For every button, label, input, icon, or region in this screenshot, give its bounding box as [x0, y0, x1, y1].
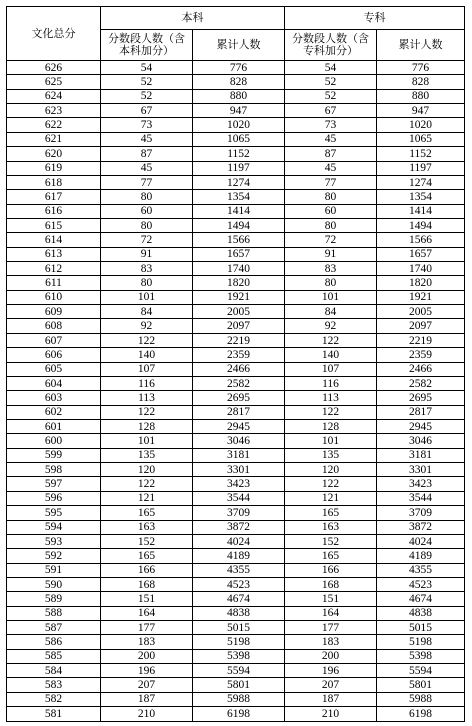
- undergrad-segment-cell: 80: [101, 218, 193, 232]
- undergrad-segment-cell: 92: [101, 319, 193, 333]
- college-cumulative-cell: 3046: [377, 434, 465, 448]
- header-row-top: [7, 7, 465, 30]
- college-segment-cell: 80: [285, 190, 377, 204]
- header-undergrad-segment: 分数段人数（含本科加分）: [101, 30, 193, 61]
- college-segment-cell: 135: [285, 448, 377, 462]
- undergrad-cumulative-cell: 1020: [193, 118, 285, 132]
- table-row: [7, 391, 465, 405]
- undergrad-cumulative-cell: 1921: [193, 290, 285, 304]
- undergrad-segment-cell: 73: [101, 118, 193, 132]
- table-row: [7, 190, 465, 204]
- undergrad-segment-cell: 113: [101, 391, 193, 405]
- undergrad-segment-cell: 120: [101, 463, 193, 477]
- table-row: [7, 218, 465, 232]
- table-row: [7, 376, 465, 390]
- undergrad-cumulative-cell: 3046: [193, 434, 285, 448]
- table-row: [7, 549, 465, 563]
- college-segment-cell: 187: [285, 692, 377, 706]
- college-segment-cell: 107: [285, 362, 377, 376]
- undergrad-segment-cell: 52: [101, 89, 193, 103]
- score-cell: 611: [7, 276, 101, 290]
- score-cell: 607: [7, 333, 101, 347]
- undergrad-segment-cell: 84: [101, 305, 193, 319]
- table-row: [7, 491, 465, 505]
- table-row: [7, 104, 465, 118]
- score-cell: 591: [7, 563, 101, 577]
- college-cumulative-cell: 3872: [377, 520, 465, 534]
- college-segment-cell: 207: [285, 678, 377, 692]
- score-cell: 605: [7, 362, 101, 376]
- college-cumulative-cell: 1921: [377, 290, 465, 304]
- college-cumulative-cell: 2359: [377, 348, 465, 362]
- college-segment-cell: 116: [285, 376, 377, 390]
- table-row: [7, 434, 465, 448]
- table-row: [7, 132, 465, 146]
- college-segment-cell: 45: [285, 161, 377, 175]
- college-segment-cell: 92: [285, 319, 377, 333]
- undergrad-cumulative-cell: 4674: [193, 592, 285, 606]
- score-cell: 625: [7, 75, 101, 89]
- undergrad-cumulative-cell: 5198: [193, 635, 285, 649]
- score-cell: 617: [7, 190, 101, 204]
- undergrad-segment-cell: 121: [101, 491, 193, 505]
- header-score: 文化总分: [7, 7, 101, 61]
- college-segment-cell: 101: [285, 290, 377, 304]
- undergrad-cumulative-cell: 5988: [193, 692, 285, 706]
- college-cumulative-cell: 3181: [377, 448, 465, 462]
- college-cumulative-cell: 947: [377, 104, 465, 118]
- undergrad-cumulative-cell: 4189: [193, 549, 285, 563]
- undergrad-segment-cell: 67: [101, 104, 193, 118]
- undergrad-cumulative-cell: 2817: [193, 405, 285, 419]
- table-row: [7, 419, 465, 433]
- college-segment-cell: 122: [285, 333, 377, 347]
- college-cumulative-cell: 5198: [377, 635, 465, 649]
- undergrad-segment-cell: 80: [101, 276, 193, 290]
- table-row: [7, 448, 465, 462]
- table-row: [7, 520, 465, 534]
- undergrad-cumulative-cell: 1566: [193, 233, 285, 247]
- undergrad-segment-cell: 45: [101, 161, 193, 175]
- undergrad-cumulative-cell: 2005: [193, 305, 285, 319]
- undergrad-cumulative-cell: 5801: [193, 678, 285, 692]
- college-segment-cell: 113: [285, 391, 377, 405]
- score-cell: 592: [7, 549, 101, 563]
- college-segment-cell: 128: [285, 419, 377, 433]
- score-cell: 599: [7, 448, 101, 462]
- undergrad-segment-cell: 80: [101, 190, 193, 204]
- score-cell: 612: [7, 262, 101, 276]
- college-cumulative-cell: 4355: [377, 563, 465, 577]
- undergrad-segment-cell: 60: [101, 204, 193, 218]
- score-cell: 598: [7, 463, 101, 477]
- score-cell: 603: [7, 391, 101, 405]
- undergrad-segment-cell: 72: [101, 233, 193, 247]
- college-cumulative-cell: 6198: [377, 707, 465, 721]
- college-segment-cell: 183: [285, 635, 377, 649]
- table-row: [7, 577, 465, 591]
- college-segment-cell: 45: [285, 132, 377, 146]
- college-cumulative-cell: 4674: [377, 592, 465, 606]
- college-segment-cell: 72: [285, 233, 377, 247]
- table-row: [7, 563, 465, 577]
- college-cumulative-cell: 2219: [377, 333, 465, 347]
- table-row: [7, 362, 465, 376]
- table-row: [7, 247, 465, 261]
- score-cell: 594: [7, 520, 101, 534]
- undergrad-segment-cell: 101: [101, 290, 193, 304]
- score-cell: 583: [7, 678, 101, 692]
- undergrad-cumulative-cell: 3544: [193, 491, 285, 505]
- college-cumulative-cell: 1657: [377, 247, 465, 261]
- college-cumulative-cell: 4189: [377, 549, 465, 563]
- college-segment-cell: 164: [285, 606, 377, 620]
- score-cell: 622: [7, 118, 101, 132]
- score-cell: 602: [7, 405, 101, 419]
- college-segment-cell: 168: [285, 577, 377, 591]
- undergrad-cumulative-cell: 1274: [193, 175, 285, 189]
- college-segment-cell: 52: [285, 89, 377, 103]
- college-cumulative-cell: 880: [377, 89, 465, 103]
- undergrad-cumulative-cell: 5015: [193, 621, 285, 635]
- college-cumulative-cell: 2945: [377, 419, 465, 433]
- undergrad-segment-cell: 122: [101, 477, 193, 491]
- undergrad-cumulative-cell: 1152: [193, 147, 285, 161]
- score-cell: 582: [7, 692, 101, 706]
- undergrad-cumulative-cell: 1354: [193, 190, 285, 204]
- college-cumulative-cell: 2005: [377, 305, 465, 319]
- college-segment-cell: 87: [285, 147, 377, 161]
- header-college-segment: 分数段人数（含专科加分）: [285, 30, 377, 61]
- college-segment-cell: 60: [285, 204, 377, 218]
- table-row: [7, 463, 465, 477]
- college-cumulative-cell: 3709: [377, 506, 465, 520]
- score-cell: 590: [7, 577, 101, 591]
- undergrad-cumulative-cell: 1197: [193, 161, 285, 175]
- header-college-cumulative: 累计人数: [377, 30, 465, 61]
- undergrad-segment-cell: 207: [101, 678, 193, 692]
- score-cell: 596: [7, 491, 101, 505]
- undergrad-cumulative-cell: 1065: [193, 132, 285, 146]
- college-segment-cell: 140: [285, 348, 377, 362]
- table-row: [7, 319, 465, 333]
- score-distribution-table: [6, 6, 465, 722]
- college-cumulative-cell: 1820: [377, 276, 465, 290]
- undergrad-cumulative-cell: 3709: [193, 506, 285, 520]
- college-cumulative-cell: 1354: [377, 190, 465, 204]
- score-cell: 613: [7, 247, 101, 261]
- college-segment-cell: 80: [285, 276, 377, 290]
- table-row: [7, 649, 465, 663]
- undergrad-segment-cell: 128: [101, 419, 193, 433]
- undergrad-segment-cell: 107: [101, 362, 193, 376]
- undergrad-segment-cell: 152: [101, 534, 193, 548]
- score-cell: 595: [7, 506, 101, 520]
- college-cumulative-cell: 1494: [377, 218, 465, 232]
- college-segment-cell: 196: [285, 664, 377, 678]
- undergrad-cumulative-cell: 1414: [193, 204, 285, 218]
- undergrad-cumulative-cell: 3423: [193, 477, 285, 491]
- college-cumulative-cell: 2695: [377, 391, 465, 405]
- undergrad-segment-cell: 166: [101, 563, 193, 577]
- college-cumulative-cell: 1566: [377, 233, 465, 247]
- undergrad-segment-cell: 140: [101, 348, 193, 362]
- college-cumulative-cell: 2817: [377, 405, 465, 419]
- undergrad-segment-cell: 168: [101, 577, 193, 591]
- undergrad-segment-cell: 177: [101, 621, 193, 635]
- undergrad-segment-cell: 122: [101, 405, 193, 419]
- table-row: [7, 75, 465, 89]
- score-cell: 581: [7, 707, 101, 721]
- college-segment-cell: 210: [285, 707, 377, 721]
- table-row: [7, 477, 465, 491]
- college-cumulative-cell: 1020: [377, 118, 465, 132]
- college-cumulative-cell: 5015: [377, 621, 465, 635]
- undergrad-cumulative-cell: 776: [193, 61, 285, 75]
- score-cell: 618: [7, 175, 101, 189]
- score-cell: 614: [7, 233, 101, 247]
- score-cell: 587: [7, 621, 101, 635]
- undergrad-cumulative-cell: 2219: [193, 333, 285, 347]
- college-segment-cell: 54: [285, 61, 377, 75]
- college-cumulative-cell: 5988: [377, 692, 465, 706]
- undergrad-cumulative-cell: 1657: [193, 247, 285, 261]
- college-segment-cell: 200: [285, 649, 377, 663]
- undergrad-segment-cell: 183: [101, 635, 193, 649]
- undergrad-segment-cell: 135: [101, 448, 193, 462]
- table-row: [7, 606, 465, 620]
- undergrad-segment-cell: 101: [101, 434, 193, 448]
- table-row: [7, 233, 465, 247]
- college-segment-cell: 165: [285, 506, 377, 520]
- score-cell: 623: [7, 104, 101, 118]
- undergrad-cumulative-cell: 4523: [193, 577, 285, 591]
- table-row: [7, 333, 465, 347]
- score-cell: 588: [7, 606, 101, 620]
- undergrad-segment-cell: 187: [101, 692, 193, 706]
- college-cumulative-cell: 2466: [377, 362, 465, 376]
- college-cumulative-cell: 1152: [377, 147, 465, 161]
- table-row: [7, 290, 465, 304]
- undergrad-segment-cell: 116: [101, 376, 193, 390]
- undergrad-cumulative-cell: 6198: [193, 707, 285, 721]
- table-row: [7, 635, 465, 649]
- header-undergrad: 本科: [101, 7, 285, 30]
- table-row: [7, 276, 465, 290]
- table-row: [7, 147, 465, 161]
- undergrad-cumulative-cell: 2359: [193, 348, 285, 362]
- undergrad-segment-cell: 151: [101, 592, 193, 606]
- college-cumulative-cell: 5398: [377, 649, 465, 663]
- table-row: [7, 534, 465, 548]
- undergrad-cumulative-cell: 1820: [193, 276, 285, 290]
- table-row: [7, 506, 465, 520]
- undergrad-cumulative-cell: 4355: [193, 563, 285, 577]
- undergrad-segment-cell: 165: [101, 506, 193, 520]
- table-row: [7, 204, 465, 218]
- table-row: [7, 692, 465, 706]
- table-row: [7, 262, 465, 276]
- undergrad-cumulative-cell: 3872: [193, 520, 285, 534]
- college-segment-cell: 122: [285, 477, 377, 491]
- undergrad-cumulative-cell: 5594: [193, 664, 285, 678]
- table-row: [7, 89, 465, 103]
- college-cumulative-cell: 4024: [377, 534, 465, 548]
- college-cumulative-cell: 1274: [377, 175, 465, 189]
- college-segment-cell: 84: [285, 305, 377, 319]
- college-cumulative-cell: 3301: [377, 463, 465, 477]
- undergrad-cumulative-cell: 2695: [193, 391, 285, 405]
- college-cumulative-cell: 828: [377, 75, 465, 89]
- undergrad-segment-cell: 196: [101, 664, 193, 678]
- college-segment-cell: 122: [285, 405, 377, 419]
- table-row: [7, 61, 465, 75]
- college-segment-cell: 101: [285, 434, 377, 448]
- table-header: [7, 7, 465, 61]
- undergrad-segment-cell: 122: [101, 333, 193, 347]
- college-cumulative-cell: 2582: [377, 376, 465, 390]
- table-row: [7, 175, 465, 189]
- score-cell: 601: [7, 419, 101, 433]
- undergrad-segment-cell: 163: [101, 520, 193, 534]
- undergrad-cumulative-cell: 3181: [193, 448, 285, 462]
- score-cell: 584: [7, 664, 101, 678]
- score-cell: 616: [7, 204, 101, 218]
- undergrad-cumulative-cell: 4838: [193, 606, 285, 620]
- table-row: [7, 348, 465, 362]
- table-row: [7, 305, 465, 319]
- college-segment-cell: 121: [285, 491, 377, 505]
- undergrad-segment-cell: 83: [101, 262, 193, 276]
- college-cumulative-cell: 1414: [377, 204, 465, 218]
- score-cell: 606: [7, 348, 101, 362]
- score-cell: 620: [7, 147, 101, 161]
- undergrad-cumulative-cell: 1494: [193, 218, 285, 232]
- undergrad-cumulative-cell: 2097: [193, 319, 285, 333]
- college-segment-cell: 73: [285, 118, 377, 132]
- college-cumulative-cell: 3423: [377, 477, 465, 491]
- undergrad-segment-cell: 45: [101, 132, 193, 146]
- college-segment-cell: 151: [285, 592, 377, 606]
- table-row: [7, 621, 465, 635]
- undergrad-segment-cell: 91: [101, 247, 193, 261]
- undergrad-segment-cell: 52: [101, 75, 193, 89]
- table-row: [7, 592, 465, 606]
- undergrad-cumulative-cell: 880: [193, 89, 285, 103]
- score-cell: 621: [7, 132, 101, 146]
- score-cell: 608: [7, 319, 101, 333]
- undergrad-cumulative-cell: 2466: [193, 362, 285, 376]
- undergrad-cumulative-cell: 3301: [193, 463, 285, 477]
- undergrad-segment-cell: 164: [101, 606, 193, 620]
- college-cumulative-cell: 5801: [377, 678, 465, 692]
- score-cell: 597: [7, 477, 101, 491]
- table-row: [7, 707, 465, 721]
- college-cumulative-cell: 4523: [377, 577, 465, 591]
- score-cell: 619: [7, 161, 101, 175]
- undergrad-segment-cell: 210: [101, 707, 193, 721]
- college-cumulative-cell: 4838: [377, 606, 465, 620]
- undergrad-segment-cell: 200: [101, 649, 193, 663]
- undergrad-cumulative-cell: 947: [193, 104, 285, 118]
- undergrad-cumulative-cell: 2582: [193, 376, 285, 390]
- score-cell: 615: [7, 218, 101, 232]
- score-cell: 593: [7, 534, 101, 548]
- college-segment-cell: 177: [285, 621, 377, 635]
- college-segment-cell: 83: [285, 262, 377, 276]
- college-segment-cell: 166: [285, 563, 377, 577]
- table-row: [7, 664, 465, 678]
- college-cumulative-cell: 2097: [377, 319, 465, 333]
- score-cell: 624: [7, 89, 101, 103]
- score-cell: 610: [7, 290, 101, 304]
- score-cell: 609: [7, 305, 101, 319]
- score-cell: 600: [7, 434, 101, 448]
- score-cell: 585: [7, 649, 101, 663]
- college-segment-cell: 77: [285, 175, 377, 189]
- undergrad-cumulative-cell: 4024: [193, 534, 285, 548]
- college-segment-cell: 52: [285, 75, 377, 89]
- score-cell: 626: [7, 61, 101, 75]
- undergrad-segment-cell: 165: [101, 549, 193, 563]
- college-segment-cell: 120: [285, 463, 377, 477]
- undergrad-cumulative-cell: 5398: [193, 649, 285, 663]
- table-row: [7, 405, 465, 419]
- undergrad-segment-cell: 54: [101, 61, 193, 75]
- table-row: [7, 161, 465, 175]
- table-row: [7, 118, 465, 132]
- college-segment-cell: 80: [285, 218, 377, 232]
- header-junior-college: 专科: [285, 7, 465, 30]
- header-undergrad-cumulative: 累计人数: [193, 30, 285, 61]
- college-cumulative-cell: 5594: [377, 664, 465, 678]
- college-segment-cell: 91: [285, 247, 377, 261]
- college-segment-cell: 163: [285, 520, 377, 534]
- undergrad-segment-cell: 87: [101, 147, 193, 161]
- table-row: [7, 678, 465, 692]
- score-cell: 604: [7, 376, 101, 390]
- college-cumulative-cell: 1065: [377, 132, 465, 146]
- table-body: [7, 61, 465, 722]
- undergrad-cumulative-cell: 828: [193, 75, 285, 89]
- college-cumulative-cell: 1740: [377, 262, 465, 276]
- college-cumulative-cell: 1197: [377, 161, 465, 175]
- undergrad-segment-cell: 77: [101, 175, 193, 189]
- college-cumulative-cell: 776: [377, 61, 465, 75]
- college-cumulative-cell: 3544: [377, 491, 465, 505]
- college-segment-cell: 152: [285, 534, 377, 548]
- undergrad-cumulative-cell: 2945: [193, 419, 285, 433]
- college-segment-cell: 67: [285, 104, 377, 118]
- score-cell: 586: [7, 635, 101, 649]
- score-cell: 589: [7, 592, 101, 606]
- undergrad-cumulative-cell: 1740: [193, 262, 285, 276]
- college-segment-cell: 165: [285, 549, 377, 563]
